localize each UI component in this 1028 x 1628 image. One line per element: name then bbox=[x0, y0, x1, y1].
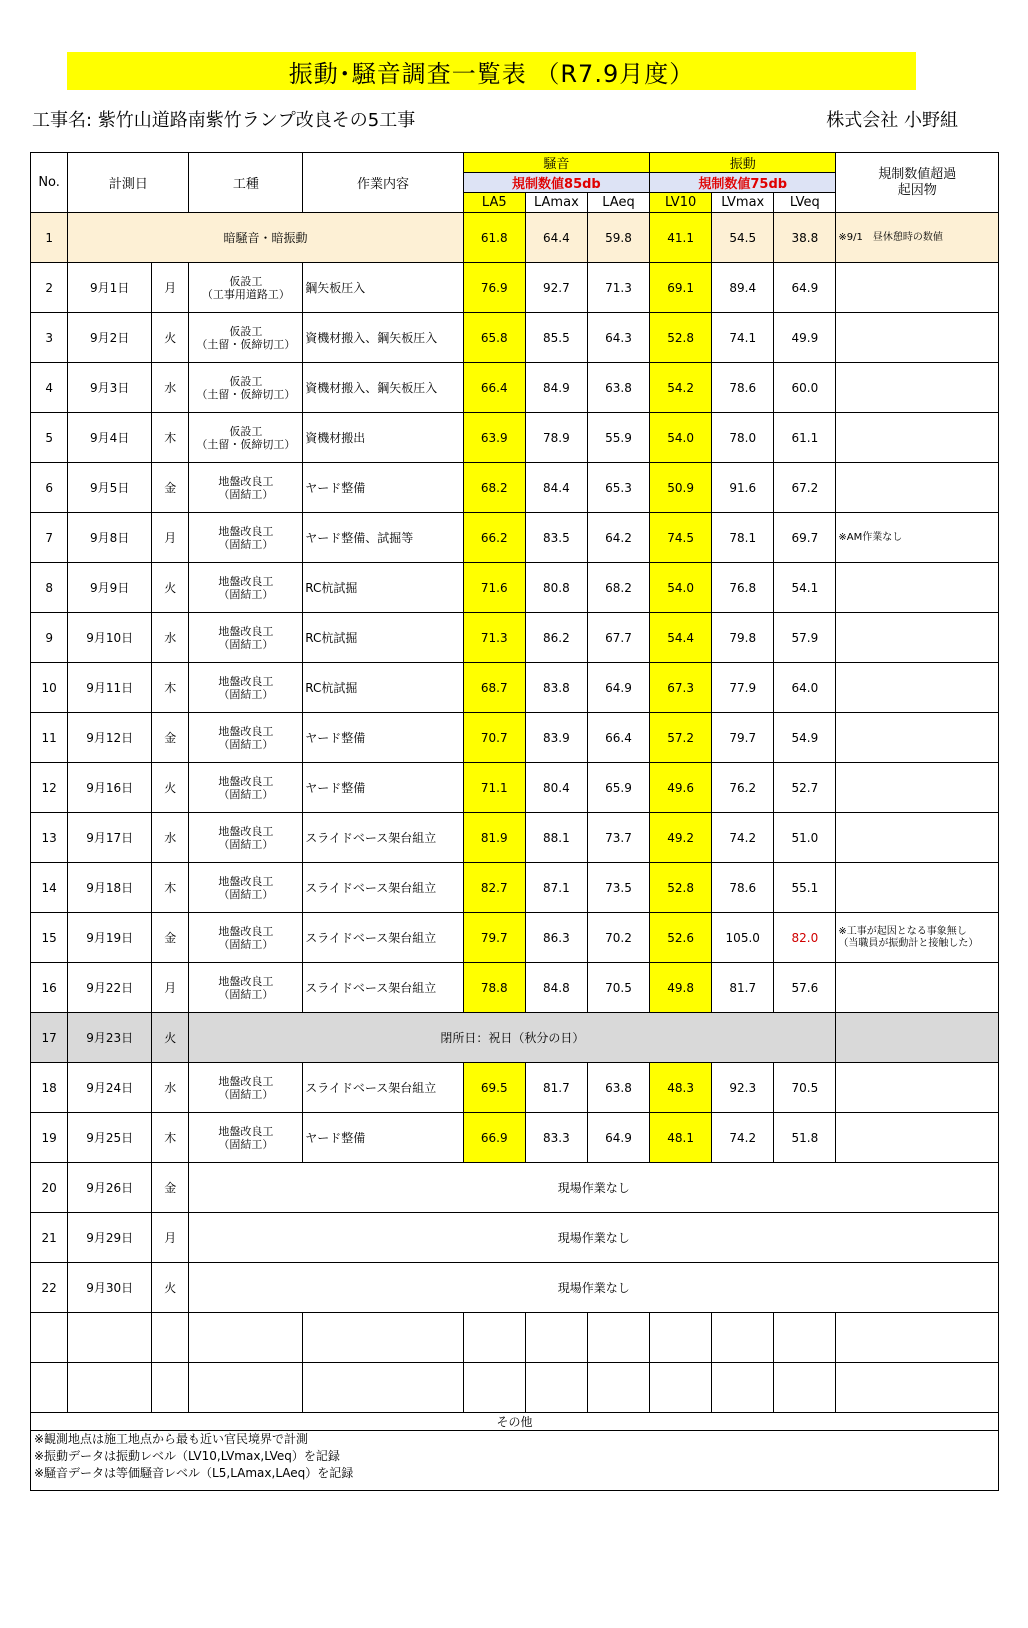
row-no: 14 bbox=[31, 863, 68, 913]
cell-lveq: 70.5 bbox=[774, 1063, 836, 1113]
cell-lamax: 92.7 bbox=[525, 263, 587, 313]
row-kind: 地盤改良工 （固結工） bbox=[189, 913, 303, 963]
cell-lvmax: 54.5 bbox=[712, 213, 774, 263]
row-weekday: 水 bbox=[152, 613, 189, 663]
row-no: 12 bbox=[31, 763, 68, 813]
row-date: 9月22日 bbox=[68, 963, 152, 1013]
row-weekday: 木 bbox=[152, 1113, 189, 1163]
cell-note bbox=[836, 863, 999, 913]
row-kind: 地盤改良工 （固結工） bbox=[189, 463, 303, 513]
cell-lv10: 41.1 bbox=[650, 213, 712, 263]
cell-laeq: 64.2 bbox=[587, 513, 649, 563]
row-no: 8 bbox=[31, 563, 68, 613]
cell-lveq: 52.7 bbox=[774, 763, 836, 813]
cell-laeq: 64.9 bbox=[587, 1113, 649, 1163]
cell-lv10: 49.8 bbox=[650, 963, 712, 1013]
cell-lamax: 85.5 bbox=[525, 313, 587, 363]
table-row bbox=[31, 313, 999, 363]
cell-lvmax: 105.0 bbox=[712, 913, 774, 963]
cell-lv10: 54.0 bbox=[650, 563, 712, 613]
cell-lamax: 78.9 bbox=[525, 413, 587, 463]
header-lvmax: LVmax bbox=[712, 193, 774, 213]
table-body bbox=[31, 213, 999, 1313]
cell-lvmax: 81.7 bbox=[712, 963, 774, 1013]
cell-lvmax: 74.2 bbox=[712, 813, 774, 863]
cell-lamax: 84.8 bbox=[525, 963, 587, 1013]
cell-lvmax: 77.9 bbox=[712, 663, 774, 713]
cell-lvmax: 78.1 bbox=[712, 513, 774, 563]
row-weekday: 金 bbox=[152, 1163, 189, 1213]
cell-lvmax: 76.8 bbox=[712, 563, 774, 613]
cell-lvmax: 74.1 bbox=[712, 313, 774, 363]
row-status: 現場作業なし bbox=[189, 1163, 999, 1213]
cell-lvmax: 76.2 bbox=[712, 763, 774, 813]
cell-note bbox=[836, 263, 999, 313]
row-date: 9月17日 bbox=[68, 813, 152, 863]
row-work: スライドベース架台組立 bbox=[303, 813, 463, 863]
header-lv10: LV10 bbox=[650, 193, 712, 213]
cell-note bbox=[836, 613, 999, 663]
row-kind: 地盤改良工 （固結工） bbox=[189, 763, 303, 813]
cell-la5: 69.5 bbox=[463, 1063, 525, 1113]
footnote: ※騒音データは等価騒音レベル（L5,LAmax,LAeq）を記録 bbox=[34, 1466, 354, 1480]
cell-lvmax: 91.6 bbox=[712, 463, 774, 513]
row-work: 資機材搬入、鋼矢板圧入 bbox=[303, 313, 463, 363]
cell-la5: 68.2 bbox=[463, 463, 525, 513]
row-work: スライドベース架台組立 bbox=[303, 863, 463, 913]
row-work: 鋼矢板圧入 bbox=[303, 263, 463, 313]
row-status: 現場作業なし bbox=[189, 1263, 999, 1313]
row-work: ヤード整備 bbox=[303, 763, 463, 813]
row-no: 2 bbox=[31, 263, 68, 313]
row-date: 9月18日 bbox=[68, 863, 152, 913]
row-date: 9月12日 bbox=[68, 713, 152, 763]
row-work: ヤード整備、試掘等 bbox=[303, 513, 463, 563]
cell-laeq: 73.7 bbox=[587, 813, 649, 863]
cell-lv10: 52.8 bbox=[650, 863, 712, 913]
project-name bbox=[32, 106, 415, 132]
cell-lv10: 67.3 bbox=[650, 663, 712, 713]
survey-table bbox=[30, 152, 999, 1491]
row-weekday: 火 bbox=[152, 1013, 189, 1063]
cell-note bbox=[836, 463, 999, 513]
row-kind: 地盤改良工 （固結工） bbox=[189, 813, 303, 863]
row-weekday: 月 bbox=[152, 513, 189, 563]
row-no: 18 bbox=[31, 1063, 68, 1113]
cell-lveq: 57.6 bbox=[774, 963, 836, 1013]
cell-lvmax: 78.6 bbox=[712, 363, 774, 413]
row-weekday: 月 bbox=[152, 963, 189, 1013]
footnote: ※観測地点は施工地点から最も近い官民境界で計測 bbox=[34, 1432, 309, 1446]
row-no: 5 bbox=[31, 413, 68, 463]
page-title: 振動･騒音調査一覧表 （R7.9月度） bbox=[67, 52, 916, 90]
cell-lamax: 84.4 bbox=[525, 463, 587, 513]
cell-lveq: 54.1 bbox=[774, 563, 836, 613]
cell-note bbox=[836, 413, 999, 463]
row-date: 9月26日 bbox=[68, 1163, 152, 1213]
cell-lv10: 50.9 bbox=[650, 463, 712, 513]
row-weekday: 火 bbox=[152, 563, 189, 613]
cell-la5: 71.1 bbox=[463, 763, 525, 813]
row-no: 3 bbox=[31, 313, 68, 363]
row-date: 9月5日 bbox=[68, 463, 152, 513]
row-no: 13 bbox=[31, 813, 68, 863]
row-work: RC杭試掘 bbox=[303, 663, 463, 713]
row-no: 22 bbox=[31, 1263, 68, 1313]
cell-lveq: 64.0 bbox=[774, 663, 836, 713]
cell-lv10: 49.2 bbox=[650, 813, 712, 863]
cell-laeq: 64.3 bbox=[587, 313, 649, 363]
table-row bbox=[31, 513, 999, 563]
table-row bbox=[31, 763, 999, 813]
cell-lveq: 69.7 bbox=[774, 513, 836, 563]
cell-lveq: 51.8 bbox=[774, 1113, 836, 1163]
row-no: 15 bbox=[31, 913, 68, 963]
cell-la5: 71.6 bbox=[463, 563, 525, 613]
row-weekday: 金 bbox=[152, 913, 189, 963]
row-work: RC杭試掘 bbox=[303, 563, 463, 613]
row-work: スライドベース架台組立 bbox=[303, 913, 463, 963]
row-date: 9月4日 bbox=[68, 413, 152, 463]
table-row bbox=[31, 413, 999, 463]
table-row bbox=[31, 713, 999, 763]
row-weekday: 金 bbox=[152, 463, 189, 513]
row-date: 9月25日 bbox=[68, 1113, 152, 1163]
row-no: 7 bbox=[31, 513, 68, 563]
cell-lvmax: 89.4 bbox=[712, 263, 774, 313]
cell-lamax: 86.3 bbox=[525, 913, 587, 963]
row-date: 9月8日 bbox=[68, 513, 152, 563]
cell-lamax: 86.2 bbox=[525, 613, 587, 663]
row-weekday: 水 bbox=[152, 1063, 189, 1113]
cell-la5: 71.3 bbox=[463, 613, 525, 663]
cell-la5: 81.9 bbox=[463, 813, 525, 863]
cell-la5: 66.9 bbox=[463, 1113, 525, 1163]
row-work: スライドベース架台組立 bbox=[303, 963, 463, 1013]
cell-laeq: 68.2 bbox=[587, 563, 649, 613]
row-kind: 仮設工 （工事用道路工） bbox=[189, 263, 303, 313]
row-weekday: 金 bbox=[152, 713, 189, 763]
cell-laeq: 65.9 bbox=[587, 763, 649, 813]
row-weekday: 水 bbox=[152, 363, 189, 413]
table-row bbox=[31, 263, 999, 313]
vibration-limit: 規制数値75db bbox=[650, 173, 836, 193]
header-noise: 騒音 bbox=[463, 153, 649, 173]
header-no: No. bbox=[31, 153, 68, 213]
company-name: 株式会社 小野組 bbox=[826, 110, 958, 131]
cell-lv10: 49.6 bbox=[650, 763, 712, 813]
blank-row bbox=[31, 1313, 999, 1363]
cell-lamax: 88.1 bbox=[525, 813, 587, 863]
row-no: 9 bbox=[31, 613, 68, 663]
cell-lveq: 51.0 bbox=[774, 813, 836, 863]
row-no: 1 bbox=[31, 213, 68, 263]
cell-lamax: 80.4 bbox=[525, 763, 587, 813]
row-date: 9月9日 bbox=[68, 563, 152, 613]
header-laeq: LAeq bbox=[587, 193, 649, 213]
cell-la5: 76.9 bbox=[463, 263, 525, 313]
cell-la5: 78.8 bbox=[463, 963, 525, 1013]
cell-note bbox=[836, 1063, 999, 1113]
cell-lv10: 52.6 bbox=[650, 913, 712, 963]
cell-lv10: 69.1 bbox=[650, 263, 712, 313]
row-kind: 地盤改良工 （固結工） bbox=[189, 963, 303, 1013]
cell-lveq: 61.1 bbox=[774, 413, 836, 463]
row-kind: 地盤改良工 （固結工） bbox=[189, 863, 303, 913]
row-work: RC杭試掘 bbox=[303, 613, 463, 663]
cell-lamax: 83.3 bbox=[525, 1113, 587, 1163]
cell-lv10: 54.2 bbox=[650, 363, 712, 413]
cell-laeq: 67.7 bbox=[587, 613, 649, 663]
row-no: 11 bbox=[31, 713, 68, 763]
cell-lv10: 74.5 bbox=[650, 513, 712, 563]
cell-note: ※9/1 昼休憩時の数値 bbox=[836, 213, 999, 263]
row-no: 21 bbox=[31, 1213, 68, 1263]
cell-lvmax: 79.7 bbox=[712, 713, 774, 763]
row-weekday: 火 bbox=[152, 763, 189, 813]
row-work: ヤード整備 bbox=[303, 1113, 463, 1163]
row-kind: 地盤改良工 （固結工） bbox=[189, 663, 303, 713]
cell-lamax: 83.5 bbox=[525, 513, 587, 563]
header-date: 計測日 bbox=[68, 153, 189, 213]
row-work: スライドベース架台組立 bbox=[303, 1063, 463, 1113]
table-row bbox=[31, 663, 999, 713]
header-kind: 工種 bbox=[189, 153, 303, 213]
header-cause: 規制数値超過 起因物 bbox=[836, 153, 999, 213]
cell-lveq: 57.9 bbox=[774, 613, 836, 663]
cell-laeq: 64.9 bbox=[587, 663, 649, 713]
cell-la5: 70.7 bbox=[463, 713, 525, 763]
row-weekday: 火 bbox=[152, 1263, 189, 1313]
cell-lv10: 52.8 bbox=[650, 313, 712, 363]
row-kind: 地盤改良工 （固結工） bbox=[189, 563, 303, 613]
row-work: ヤード整備 bbox=[303, 713, 463, 763]
cell-note bbox=[836, 813, 999, 863]
cell-laeq: 73.5 bbox=[587, 863, 649, 913]
table-row bbox=[31, 1263, 999, 1313]
row-kind: 地盤改良工 （固結工） bbox=[189, 513, 303, 563]
cell-lveq: 64.9 bbox=[774, 263, 836, 313]
cell-lvmax: 78.6 bbox=[712, 863, 774, 913]
cell-note bbox=[836, 1013, 999, 1063]
row-date: 9月19日 bbox=[68, 913, 152, 963]
row-weekday: 木 bbox=[152, 663, 189, 713]
header-vibration: 振動 bbox=[650, 153, 836, 173]
row-weekday: 木 bbox=[152, 863, 189, 913]
cell-lv10: 57.2 bbox=[650, 713, 712, 763]
row-status: 現場作業なし bbox=[189, 1213, 999, 1263]
cell-note bbox=[836, 663, 999, 713]
cell-laeq: 71.3 bbox=[587, 263, 649, 313]
cell-note bbox=[836, 363, 999, 413]
row-kind: 地盤改良工 （固結工） bbox=[189, 1063, 303, 1113]
cell-laeq: 63.8 bbox=[587, 1063, 649, 1113]
row-status: 閉所日：祝日（秋分の日） bbox=[189, 1013, 836, 1063]
cell-lvmax: 79.8 bbox=[712, 613, 774, 663]
cell-note bbox=[836, 763, 999, 813]
cell-laeq: 70.2 bbox=[587, 913, 649, 963]
row-weekday: 月 bbox=[152, 263, 189, 313]
project-value: 紫竹山道路南紫竹ランプ改良その5工事 bbox=[97, 110, 416, 131]
cell-note bbox=[836, 963, 999, 1013]
blank-row bbox=[31, 1363, 999, 1413]
row-work: ヤード整備 bbox=[303, 463, 463, 513]
row-date: 9月30日 bbox=[68, 1263, 152, 1313]
cell-la5: 82.7 bbox=[463, 863, 525, 913]
row-date: 9月3日 bbox=[68, 363, 152, 413]
cell-lveq: 55.1 bbox=[774, 863, 836, 913]
row-no: 16 bbox=[31, 963, 68, 1013]
cell-lvmax: 74.2 bbox=[712, 1113, 774, 1163]
cell-lv10: 54.4 bbox=[650, 613, 712, 663]
header-work: 作業内容 bbox=[303, 153, 463, 213]
cell-lamax: 64.4 bbox=[525, 213, 587, 263]
cell-lv10: 48.1 bbox=[650, 1113, 712, 1163]
cell-lv10: 48.3 bbox=[650, 1063, 712, 1113]
row-date: 9月24日 bbox=[68, 1063, 152, 1113]
cell-lveq: 82.0 bbox=[774, 913, 836, 963]
cell-lamax: 80.8 bbox=[525, 563, 587, 613]
cell-note bbox=[836, 1113, 999, 1163]
other-label: その他 bbox=[31, 1413, 999, 1431]
cell-laeq: 63.8 bbox=[587, 363, 649, 413]
header-lveq: LVeq bbox=[774, 193, 836, 213]
row-weekday: 火 bbox=[152, 313, 189, 363]
row-no: 17 bbox=[31, 1013, 68, 1063]
cell-note bbox=[836, 563, 999, 613]
cell-laeq: 55.9 bbox=[587, 413, 649, 463]
table-row bbox=[31, 1063, 999, 1113]
row-weekday: 木 bbox=[152, 413, 189, 463]
row-date: 9月1日 bbox=[68, 263, 152, 313]
row-date: 9月2日 bbox=[68, 313, 152, 363]
table-row bbox=[31, 963, 999, 1013]
row-weekday: 水 bbox=[152, 813, 189, 863]
row-kind: 地盤改良工 （固結工） bbox=[189, 1113, 303, 1163]
row-kind: 仮設工 （土留・仮締切工） bbox=[189, 363, 303, 413]
cell-lveq: 67.2 bbox=[774, 463, 836, 513]
row-kind: 地盤改良工 （固結工） bbox=[189, 613, 303, 663]
cell-la5: 79.7 bbox=[463, 913, 525, 963]
cell-lamax: 84.9 bbox=[525, 363, 587, 413]
cell-lveq: 60.0 bbox=[774, 363, 836, 413]
row-weekday: 月 bbox=[152, 1213, 189, 1263]
cell-la5: 66.4 bbox=[463, 363, 525, 413]
cell-la5: 63.9 bbox=[463, 413, 525, 463]
row-kind: 仮設工 （土留・仮締切工） bbox=[189, 413, 303, 463]
table-row bbox=[31, 813, 999, 863]
row-no: 4 bbox=[31, 363, 68, 413]
cell-lamax: 83.9 bbox=[525, 713, 587, 763]
cell-lamax: 81.7 bbox=[525, 1063, 587, 1113]
table-row bbox=[31, 613, 999, 663]
row-no: 6 bbox=[31, 463, 68, 513]
cell-note bbox=[836, 313, 999, 363]
row-date: 9月23日 bbox=[68, 1013, 152, 1063]
row-kind: 地盤改良工 （固結工） bbox=[189, 713, 303, 763]
footnote: ※振動データは振動レベル（LV10,LVmax,LVeq）を記録 bbox=[34, 1449, 340, 1463]
cell-la5: 66.2 bbox=[463, 513, 525, 563]
table-row bbox=[31, 1163, 999, 1213]
table-row bbox=[31, 1113, 999, 1163]
cell-laeq: 70.5 bbox=[587, 963, 649, 1013]
row-kind: 仮設工 （土留・仮締切工） bbox=[189, 313, 303, 363]
row-work: 資機材搬入、鋼矢板圧入 bbox=[303, 363, 463, 413]
table-row bbox=[31, 563, 999, 613]
cell-lvmax: 92.3 bbox=[712, 1063, 774, 1113]
header-lamax: LAmax bbox=[525, 193, 587, 213]
row-date: 9月11日 bbox=[68, 663, 152, 713]
cell-lveq: 54.9 bbox=[774, 713, 836, 763]
table-row bbox=[31, 1213, 999, 1263]
cell-laeq: 65.3 bbox=[587, 463, 649, 513]
row-date: 9月10日 bbox=[68, 613, 152, 663]
table-row bbox=[31, 463, 999, 513]
cell-lveq: 49.9 bbox=[774, 313, 836, 363]
row-date: 9月29日 bbox=[68, 1213, 152, 1263]
table-row bbox=[31, 363, 999, 413]
row-date: 9月16日 bbox=[68, 763, 152, 813]
cell-lvmax: 78.0 bbox=[712, 413, 774, 463]
cell-la5: 68.7 bbox=[463, 663, 525, 713]
cell-la5: 65.8 bbox=[463, 313, 525, 363]
row-no: 19 bbox=[31, 1113, 68, 1163]
cell-lamax: 83.8 bbox=[525, 663, 587, 713]
table-row bbox=[31, 213, 999, 263]
row-no: 20 bbox=[31, 1163, 68, 1213]
table-row bbox=[31, 863, 999, 913]
row-work: 資機材搬出 bbox=[303, 413, 463, 463]
cell-lv10: 54.0 bbox=[650, 413, 712, 463]
cell-lveq: 38.8 bbox=[774, 213, 836, 263]
table-row bbox=[31, 913, 999, 963]
project-label: 工事名: bbox=[32, 110, 93, 131]
cell-note: ※工事が起因となる事象無し （当職員が振動計と接触した） bbox=[836, 913, 999, 963]
header-la5: LA5 bbox=[463, 193, 525, 213]
table-row bbox=[31, 1013, 999, 1063]
cell-la5: 61.8 bbox=[463, 213, 525, 263]
cell-note bbox=[836, 713, 999, 763]
row-no: 10 bbox=[31, 663, 68, 713]
noise-limit: 規制数値85db bbox=[463, 173, 649, 193]
cell-laeq: 59.8 bbox=[587, 213, 649, 263]
cell-note: ※AM作業なし bbox=[836, 513, 999, 563]
row-kind: 暗騒音・暗振動 bbox=[68, 213, 463, 263]
cell-lamax: 87.1 bbox=[525, 863, 587, 913]
cell-laeq: 66.4 bbox=[587, 713, 649, 763]
